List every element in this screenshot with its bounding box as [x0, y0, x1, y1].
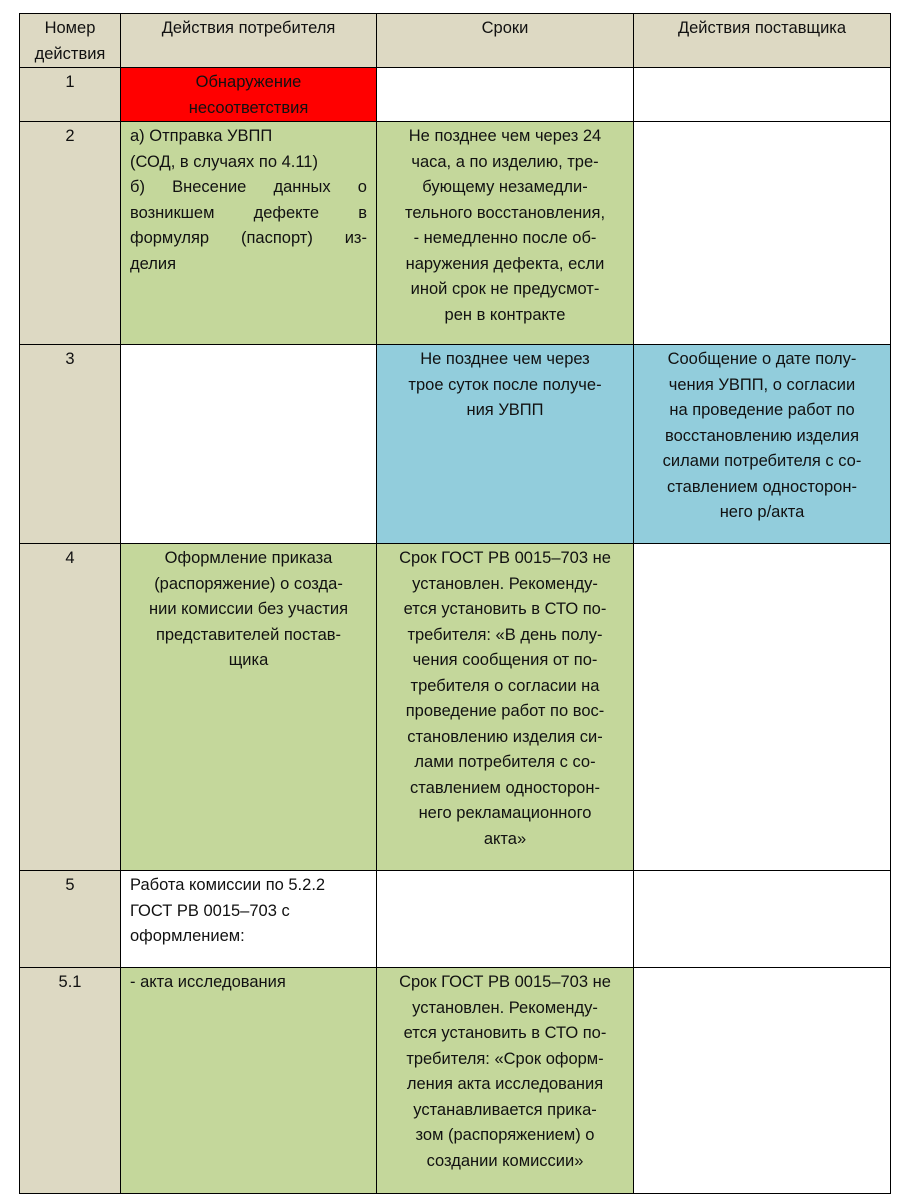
header-row	[20, 14, 891, 68]
table-row-3	[20, 345, 891, 544]
header-consumer-actions: Действия потребителя	[121, 14, 377, 68]
consumer-line: представителей постав-	[155, 625, 342, 644]
header-action-number-line-1: Номер	[44, 19, 96, 37]
table-row-5	[20, 871, 891, 968]
supplier-action-cell	[634, 345, 891, 544]
supplier-line: восстановлению изделия	[664, 426, 860, 445]
consumer-line: а) Отправка УВПП	[130, 127, 273, 145]
header-supplier-actions: Действия поставщика	[634, 14, 891, 68]
deadline-cell	[377, 871, 634, 968]
consumer-line: Обнаружение	[195, 73, 302, 91]
supplier-action-cell	[634, 122, 891, 345]
supplier-line: ставлением односторон-	[667, 477, 857, 496]
action-number-cell: 4	[20, 544, 121, 871]
deadline-line: чения сообщения от по-	[412, 651, 598, 669]
consumer-action-cell	[121, 68, 377, 122]
deadline-line: требителя: «Срок оформ-	[406, 1049, 604, 1068]
action-number-cell: 5.1	[20, 968, 121, 1194]
deadline-line: ставлением односторон-	[410, 778, 600, 797]
consumer-line: Работа комиссии по 5.2.2	[130, 876, 326, 894]
supplier-action-cell	[634, 68, 891, 122]
deadline-line: трое суток после получе-	[408, 375, 602, 394]
deadline-line: Срок ГОСТ РВ 0015–703 не	[399, 549, 611, 567]
header-deadlines: Сроки	[377, 14, 634, 68]
deadline-line: устанавливается прика-	[413, 1100, 597, 1119]
deadline-line: бующему незамедли-	[422, 178, 588, 196]
deadline-line: становлению изделия си-	[407, 727, 603, 746]
supplier-line: чения УВПП, о согласии	[668, 375, 856, 394]
deadline-line: установлен. Рекоменду-	[412, 574, 598, 593]
consumer-line: оформлением:	[130, 927, 245, 945]
table-row-2	[20, 122, 891, 345]
consumer-action-cell	[121, 968, 377, 1194]
consumer-line: ГОСТ РВ 0015–703 с	[130, 901, 290, 920]
consumer-line: возникшем дефекте в	[130, 203, 367, 222]
consumer-line: формуляр (паспорт) из-	[130, 229, 367, 247]
deadline-cell	[377, 345, 634, 544]
consumer-action-cell	[121, 871, 377, 968]
deadline-line: ления акта исследования	[406, 1075, 604, 1093]
deadline-line: тельного восстановления,	[404, 203, 606, 222]
action-number-cell: 1	[20, 68, 121, 122]
table-row-5-1	[20, 968, 891, 1194]
supplier-action-cell	[634, 871, 891, 968]
consumer-action-cell	[121, 345, 377, 544]
deadline-cell	[377, 544, 634, 871]
deadline-line: создании комиссии»	[426, 1151, 584, 1170]
deadline-line: ется установить в СТО по-	[403, 600, 607, 618]
deadline-line: требителя о согласии на	[410, 676, 600, 695]
consumer-line: (СОД, в случаях по 4.11)	[130, 152, 318, 171]
deadline-cell	[377, 968, 634, 1194]
table-row-1	[20, 68, 891, 122]
consumer-line: нии комиссии без участия	[149, 600, 348, 618]
consumer-line: б) Внесение данных о	[130, 178, 367, 196]
supplier-line: силами потребителя с со-	[662, 452, 862, 470]
consumer-line: несоответствия	[188, 98, 309, 117]
action-number-cell: 2	[20, 122, 121, 345]
deadline-line: иной срок не предусмот-	[410, 280, 600, 298]
deadline-line: часа, а по изделию, тре-	[411, 152, 599, 171]
deadline-line: требителя: «В день полу-	[407, 625, 603, 644]
consumer-line: делия	[130, 254, 177, 273]
consumer-line: Оформление приказа	[164, 549, 333, 567]
deadline-line: Срок ГОСТ РВ 0015–703 не	[399, 973, 611, 991]
deadline-cell	[377, 122, 634, 345]
deadline-line: наружения дефекта, если	[405, 254, 605, 273]
deadline-line: установлен. Рекоменду-	[412, 998, 598, 1017]
consumer-line: (распоряжение) о созда-	[154, 574, 343, 593]
deadline-cell	[377, 68, 634, 122]
header-action-number-line-2: действия	[34, 44, 106, 63]
consumer-action-cell	[121, 122, 377, 345]
deadline-line: - немедленно после об-	[413, 229, 597, 247]
supplier-action-cell	[634, 544, 891, 871]
claims-procedure-table	[19, 13, 891, 1194]
supplier-line: него р/акта	[719, 503, 805, 521]
header-action-number	[20, 14, 121, 68]
supplier-action-cell	[634, 968, 891, 1194]
deadline-line: лами потребителя с со-	[414, 753, 596, 771]
deadline-line: ется установить в СТО по-	[403, 1024, 607, 1042]
consumer-line: щика	[228, 651, 269, 669]
deadline-line: зом (распоряжением) о	[415, 1126, 595, 1144]
action-number-cell: 5	[20, 871, 121, 968]
deadline-line: акта»	[483, 829, 527, 848]
supplier-line: на проведение работ по	[669, 401, 855, 419]
deadline-line: Не позднее чем через	[420, 350, 590, 368]
consumer-line: - акта исследования	[130, 973, 286, 991]
action-number-cell: 3	[20, 345, 121, 544]
deadline-line: ния УВПП	[466, 401, 544, 419]
table-row-4	[20, 544, 891, 871]
deadline-line: него рекламационного	[418, 804, 592, 822]
consumer-action-cell	[121, 544, 377, 871]
deadline-line: Не позднее чем через 24	[408, 127, 602, 145]
supplier-line: Сообщение о дате полу-	[667, 350, 857, 368]
deadline-line: рен в контракте	[444, 305, 566, 324]
deadline-line: проведение работ по вос-	[405, 702, 605, 720]
